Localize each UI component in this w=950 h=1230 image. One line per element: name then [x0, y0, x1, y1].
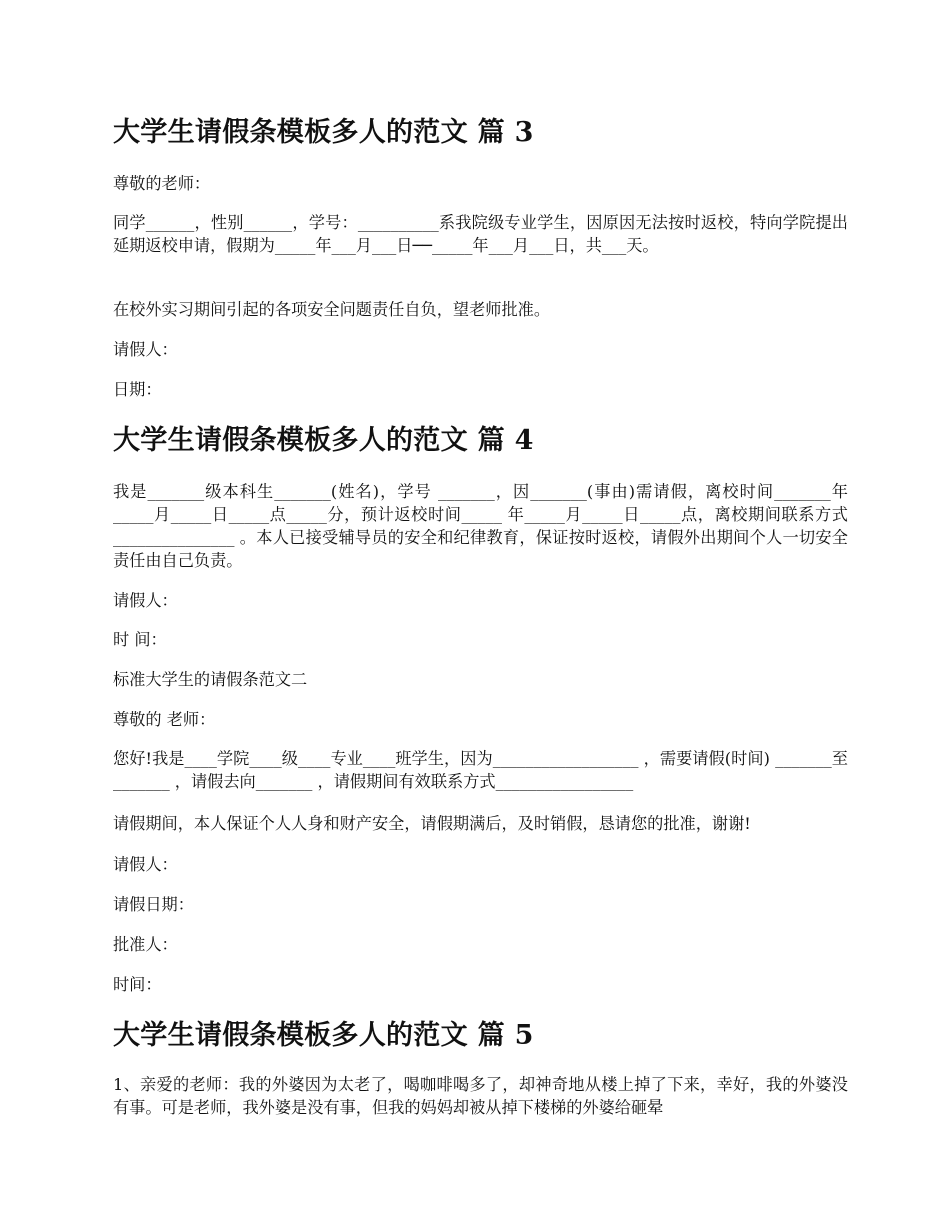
section-3-safety-note: 在校外实习期间引起的各项安全问题责任自负，望老师批准。 — [113, 300, 551, 319]
section-4-heading: 大学生请假条模板多人的范文 篇 4 — [113, 425, 534, 456]
section-4-body: 我是_______级本科生_______(姓名)，学号 _______，因_______(事由)需请假，离校时间_______年_____月_____日_____点_____分，预计返校时间_____ 年_____月_____日_____点，离校期间联系方式_______________ 。本人已接受辅导员的安全和纪律教育，保证按时返校，请假外出期间个人一切安全责任由自己负责。 — [113, 482, 848, 570]
section-3-applicant: 请假人： — [113, 340, 178, 359]
section-4-time: 时 间： — [113, 630, 167, 649]
section-3-salutation: 尊敬的老师： — [113, 174, 211, 193]
section-3-heading: 大学生请假条模板多人的范文 篇 3 — [113, 117, 534, 148]
section-4-promise: 请假期间，本人保证个人人身和财产安全，请假期满后，及时销假，恳请您的批准，谢谢! — [113, 814, 751, 833]
section-4-salutation: 尊敬的 老师： — [113, 710, 216, 729]
section-3-date: 日期： — [113, 380, 162, 399]
section-4-request: 您好!我是____学院____级____专业____班学生，因为__________________ ，需要请假(时间) _______至_______ ，请假去向_______ ，请假期间有效联系方式_________________ — [113, 749, 848, 791]
section-4-leave-date: 请假日期： — [113, 895, 194, 914]
section-5-heading: 大学生请假条模板多人的范文 篇 5 — [113, 1020, 534, 1051]
section-4-subtitle: 标准大学生的请假条范文二 — [113, 670, 308, 689]
section-5-body: 1、亲爱的老师：我的外婆因为太老了，喝咖啡喝多了，却神奇地从楼上掉了下来，幸好，我的外婆没有事。可是老师，我外婆是没有事，但我的妈妈却被从掉下楼梯的外婆给砸晕 — [113, 1075, 848, 1117]
section-4-approver: 批准人： — [113, 935, 178, 954]
section-4-applicant-2: 请假人： — [113, 855, 178, 874]
section-3-body: 同学______，性别______，学号：__________系我院级专业学生，因原因无法按时返校，特向学院提出延期返校申请，假期为_____年___月___日──_____年___月___日，共___天。 — [113, 213, 848, 255]
section-4-applicant: 请假人： — [113, 591, 178, 610]
section-4-time-2: 时间： — [113, 975, 162, 994]
